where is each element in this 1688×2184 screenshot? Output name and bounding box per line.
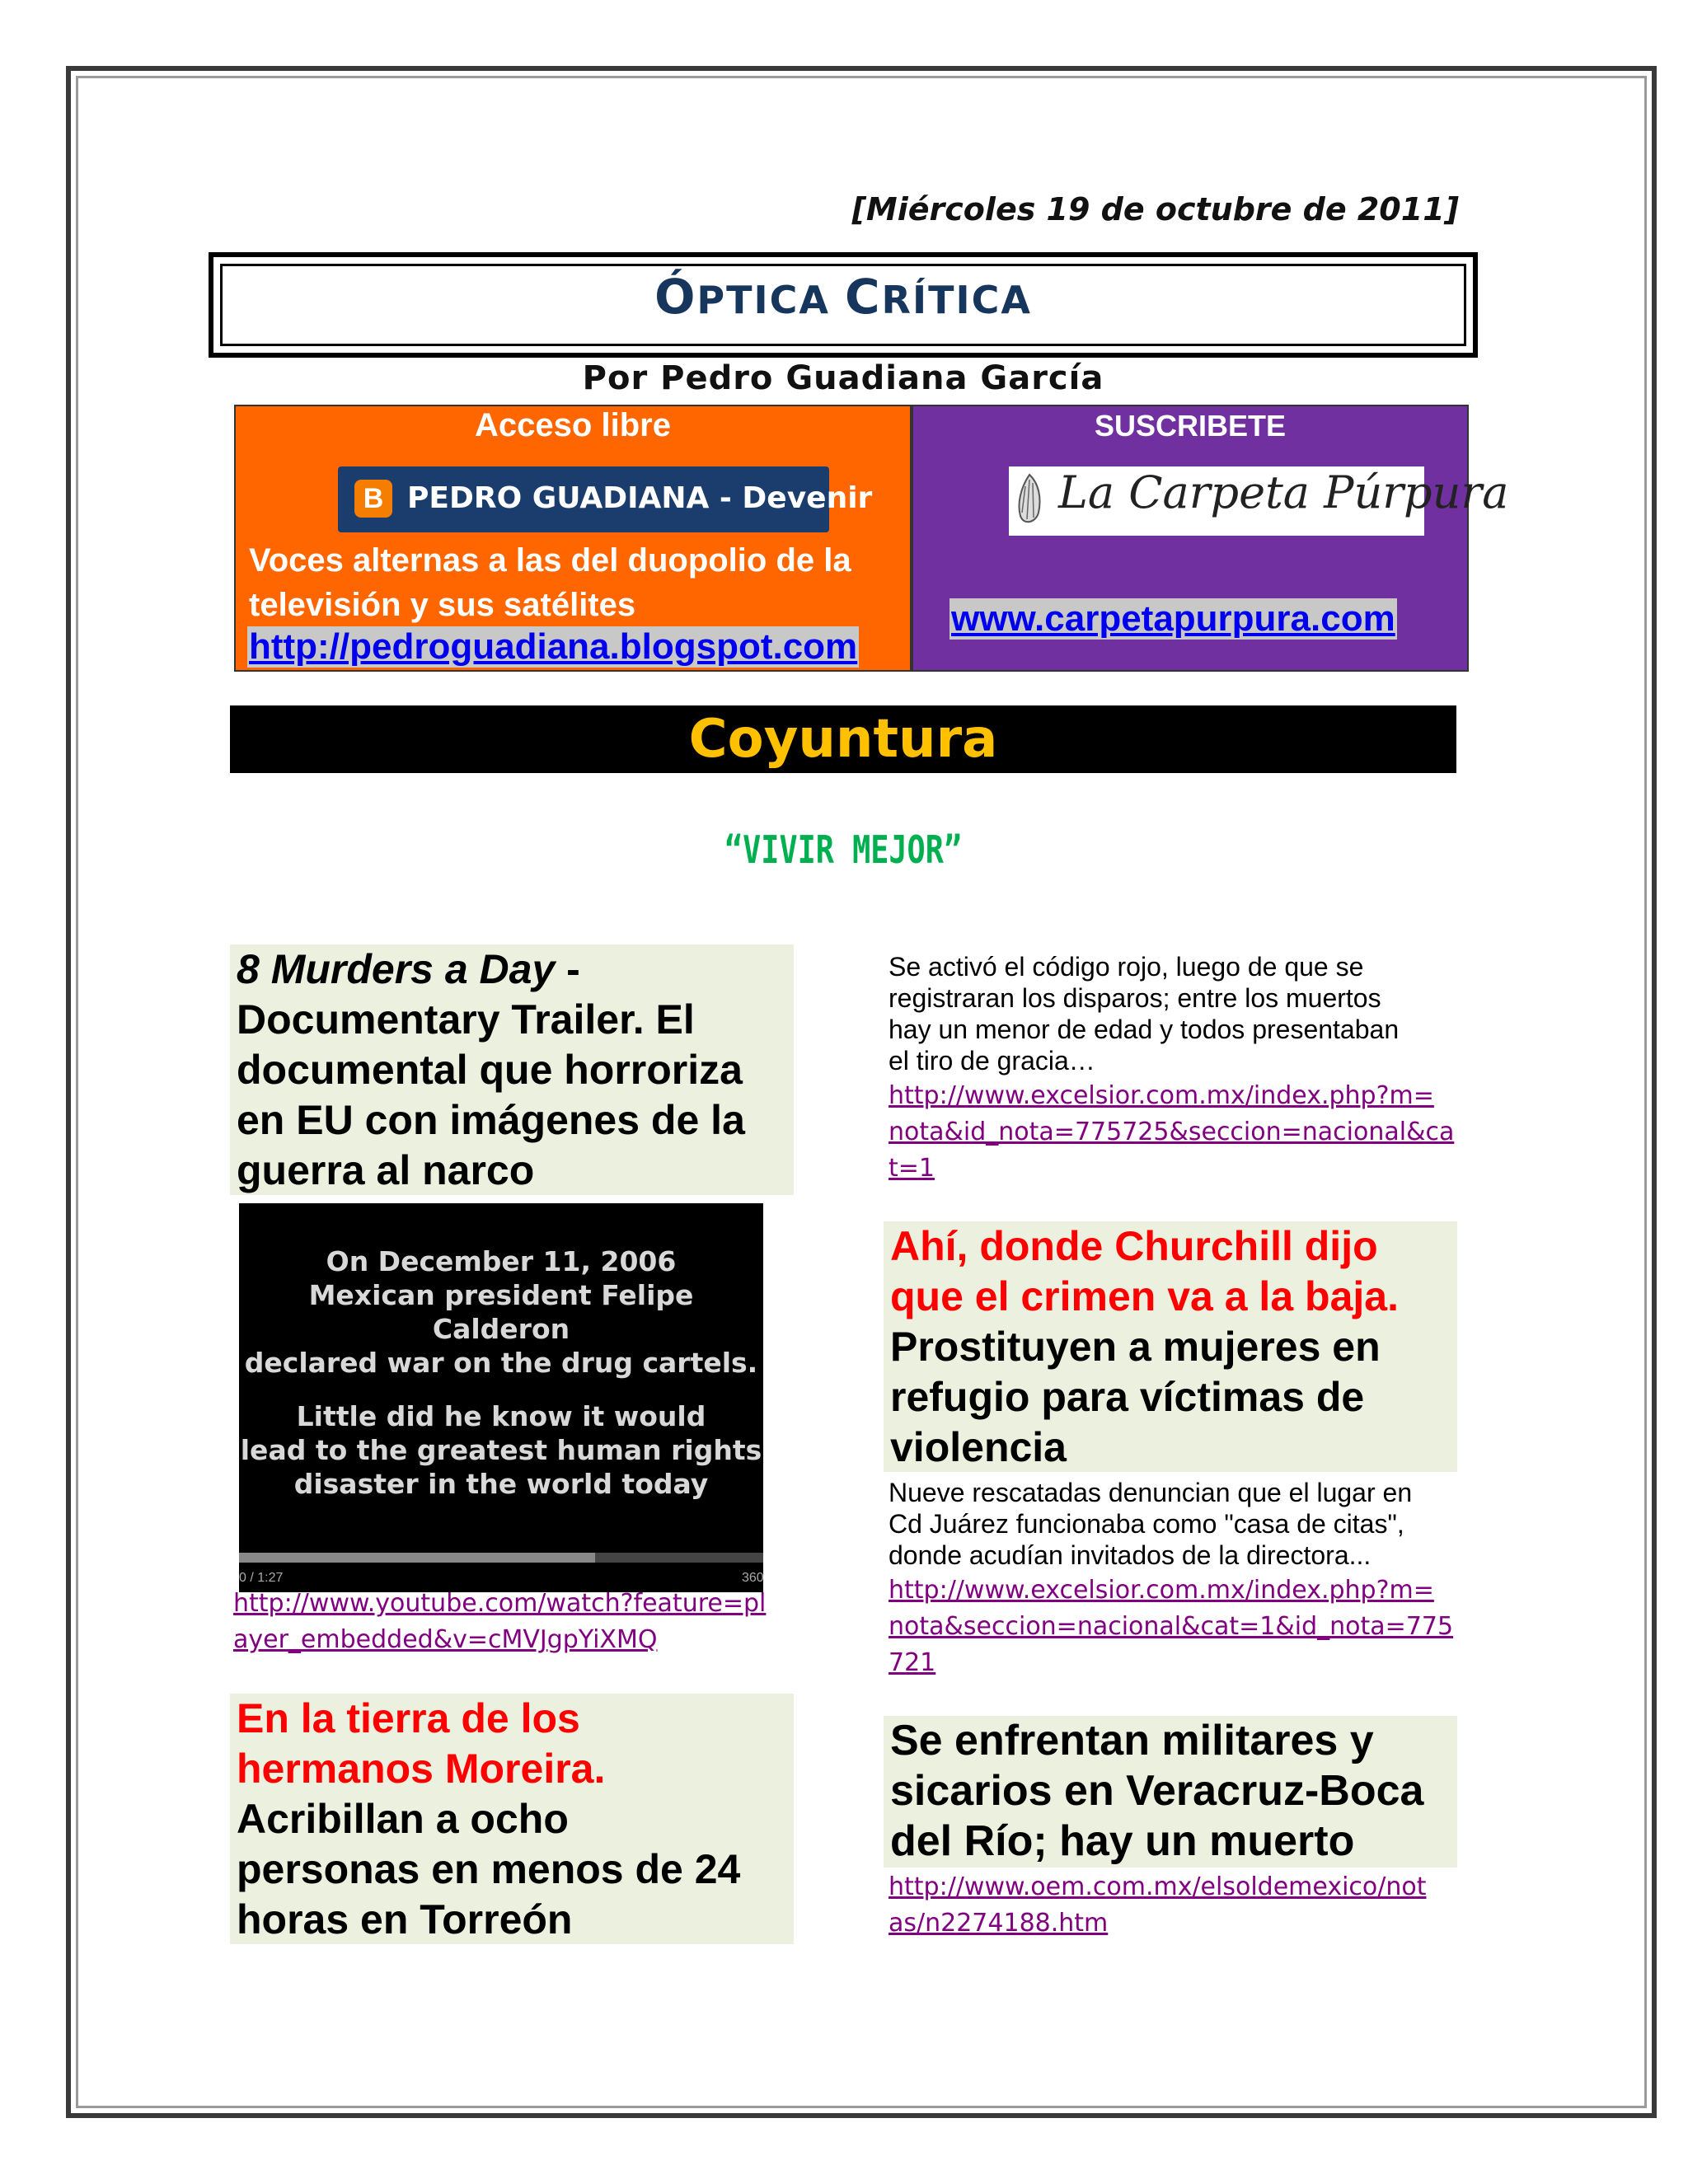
headline-churchill: Ahí, donde Churchill dijo que el crimen va a la baja. Prostituyen a mujeres en refugio para víctimas de violencia [884,1221,1457,1472]
blog-tagline: Voces alternas a las del duopolio de la televisión y sus satélites [249,542,851,623]
blog-link[interactable]: http://pedroguadiana.blogspot.com [249,626,858,667]
youtube-link[interactable]: http://www.youtube.com/watch?feature=pl ayer_embedded&v=cMVJgpYiXMQ [233,1589,767,1654]
column-title: ÓPTICA CRÍTICA [654,269,1032,325]
headline-8-murders: 8 Murders a Day - Documentary Trailer. El documental que horroriza en EU con imágenes de la guerra al narco [230,944,794,1195]
blogger-badge-label: PEDRO GUADIANA - Devenir [407,481,873,515]
video-time: 0 / 1:27 [239,1571,284,1585]
headline-torreon: En la tierra de los hermanos Moreira. Acribillan a ocho personas en menos de 24 horas en Torreón [230,1694,794,1944]
story-excerpt-codigo-rojo: Se activó el código rojo, luego de que se registraran los disparos; entre los muertos hay un menor de edad y todos presentaban el tiro de gracia… [889,952,1400,1076]
publication-date: [Miércoles 19 de octubre de 2011] [851,191,1459,227]
section-label: Coyuntura [688,709,998,770]
section-subtitle: “VIVIR MEJOR” [724,827,963,872]
seashell-icon [1014,471,1045,529]
video-caption: On December 11, 2006 Mexican president Felipe Calderon declared war on the drug cartels. Little did he know it would lead to the greatest human rights disaster in the world today [240,1245,762,1500]
oem-link[interactable]: http://www.oem.com.mx/elsoldemexico/not as/n2274188.htm [889,1872,1427,1938]
story-excerpt-juarez: Nueve rescatadas denuncian que el lugar en Cd Juárez funcionaba como "casa de citas", donde acudían invitados de la directora... [889,1478,1413,1570]
video-progress-fill [239,1553,595,1563]
video-quality: 360 [742,1571,764,1585]
carpeta-link[interactable]: www.carpetapurpura.com [951,598,1395,639]
excelsior-link-1[interactable]: http://www.excelsior.com.mx/index.php?m= nota&id_nota=775725&seccion=nacional&ca t=1 [889,1081,1455,1183]
blogger-icon: B [354,480,392,518]
carpeta-logo-text: La Carpeta Púrpura [1058,466,1509,518]
excelsior-link-2[interactable]: http://www.excelsior.com.mx/index.php?m= nota&seccion=nacional&cat=1&id_nota=775 721 [889,1576,1454,1677]
headline-veracruz: Se enfrentan militares y sicarios en Veracruz-Boca del Río; hay un muerto [884,1716,1457,1868]
free-access-heading: Acceso libre [475,407,671,443]
byline: Por Pedro Guadiana García [582,359,1104,397]
subscribe-heading: SUSCRIBETE [1094,409,1287,443]
